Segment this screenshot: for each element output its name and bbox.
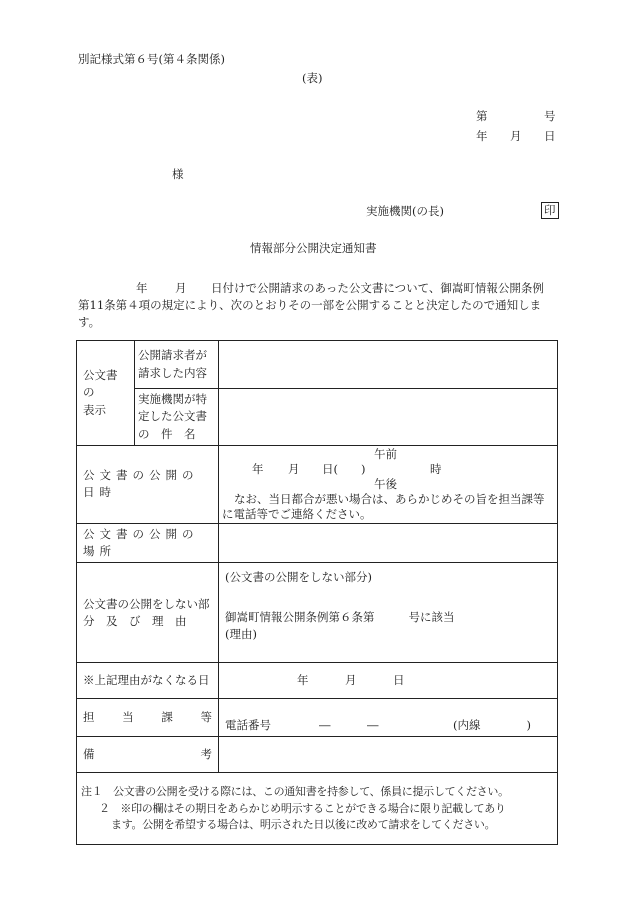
remarks-field[interactable] <box>219 737 558 773</box>
department-label-text: 担 当 課 等 <box>83 710 212 725</box>
disclosure-datetime-label: 公文書の公開の日時 <box>77 445 219 523</box>
intro-line-3: す。 <box>78 315 101 329</box>
intro-year: 年 <box>136 281 148 295</box>
ordinance-reference <box>225 609 551 626</box>
expiry-date-label: ※上記理由がなくなる日 <box>77 663 219 699</box>
intro-month: 月 <box>175 281 187 295</box>
intro-line-2: 第11条第４項の規定により、次のとおりその一部を公開することと決定したので通知しま <box>78 298 542 312</box>
issue-date-year: 年 <box>476 129 488 143</box>
nondisclosure-part-label: (公文書の公開をしない部分) <box>225 570 372 585</box>
form-number: 別記様式第６号(第４条関係) <box>78 52 225 66</box>
notice-form-table <box>76 340 558 845</box>
doc-number-label: 第 <box>476 109 488 123</box>
requested-content-label-line: 公開請求者が <box>138 348 207 363</box>
doc-number-suffix: 号 <box>544 109 556 123</box>
document-subject-label-line: 定した公文書 <box>138 409 207 424</box>
department-label <box>77 699 219 737</box>
table-row <box>77 563 558 663</box>
seal-mark <box>541 202 559 219</box>
datetime-note-line: に電話等でご連絡ください。 <box>222 506 372 521</box>
datetime-note-line: なお、当日都合が悪い場合は、あらかじめその旨を担当課等 <box>234 491 545 506</box>
department-field[interactable] <box>219 699 558 737</box>
notes-cell <box>77 773 558 845</box>
ordinance-reference-suffix: 号に該当 <box>408 609 455 624</box>
disclosure-datetime-field[interactable] <box>219 445 558 523</box>
table-row <box>77 445 558 523</box>
nondisclosure-label-line: 分 及 び 理 由 <box>83 613 187 628</box>
expiry-day: 日 <box>393 673 405 688</box>
ordinance-reference-text: 御嵩町情報公開条例第６条第 <box>225 609 375 624</box>
extension-label: (内線 ) <box>453 718 531 733</box>
table-row <box>77 663 558 699</box>
note-line: 注１ 公文書の公開を受ける際には、この通知書を持参して、係員に提示してください。 <box>81 785 509 798</box>
nondisclosure-field[interactable] <box>219 563 558 663</box>
nondisclosure-label <box>77 563 219 663</box>
expiry-year: 年 <box>297 673 309 688</box>
requested-content-label <box>135 341 219 389</box>
addressee-suffix: 様 <box>172 167 184 181</box>
datetime-am: 午前 <box>374 446 397 461</box>
issuer-label: 実施機関(の長) <box>366 204 444 218</box>
expiry-month: 月 <box>345 673 357 688</box>
nondisclosure-label-line: 公文書の公開をしない部 <box>83 596 210 611</box>
requested-content-label-line: 請求した内容 <box>138 365 207 380</box>
doc-display-label-line: 表示 <box>83 402 106 417</box>
doc-display-label <box>77 341 135 446</box>
document-subject-label-line: の 件 名 <box>138 426 196 441</box>
table-row <box>77 699 558 737</box>
datetime-hour: 時 <box>430 461 442 476</box>
document-subject-field[interactable] <box>219 389 558 446</box>
datetime-month: 月 <box>288 461 300 476</box>
phone-label: 電話番号 <box>225 718 271 733</box>
table-row <box>77 737 558 773</box>
table-row <box>77 773 558 845</box>
reason-label: (理由) <box>225 626 257 641</box>
phone-dash: ― <box>319 718 331 733</box>
datetime-year: 年 <box>252 461 264 476</box>
datetime-day: 日( ) <box>322 461 366 476</box>
issue-date-day: 日 <box>544 129 556 143</box>
phone-dash: ― <box>367 718 379 733</box>
requested-content-field[interactable] <box>219 341 558 389</box>
document-title: 情報部分公開決定通知書 <box>250 241 377 255</box>
doc-display-label-line: 公文書の <box>83 368 118 400</box>
document-subject-label-line: 実施機関が特 <box>138 392 207 406</box>
datetime-pm: 午後 <box>374 476 397 491</box>
issue-date-month: 月 <box>510 129 522 143</box>
table-row <box>77 341 558 389</box>
side-label: (表) <box>302 71 323 85</box>
disclosure-place-label: 公文書の公開の場所 <box>77 523 219 563</box>
datetime-date-row <box>222 462 554 477</box>
seal-icon: 印 <box>541 202 559 219</box>
remarks-label-text: 備 考 <box>83 747 212 762</box>
intro-line-1: 日付けで公開請求のあった公文書について、御嵩町情報公開条例 <box>211 281 544 295</box>
note-line: ます。公開を希望する場合は、明示された日以後に改めて請求をしてください。 <box>111 818 496 831</box>
table-row <box>77 523 558 563</box>
table-row <box>77 389 558 446</box>
note-line: ２ ※印の欄はその期日をあらかじめ明示することができる場合に限り記載してあり <box>99 801 506 815</box>
document-subject-label <box>135 389 219 446</box>
remarks-label <box>77 737 219 773</box>
disclosure-place-field[interactable] <box>219 523 558 563</box>
expiry-date-field[interactable] <box>219 663 558 699</box>
